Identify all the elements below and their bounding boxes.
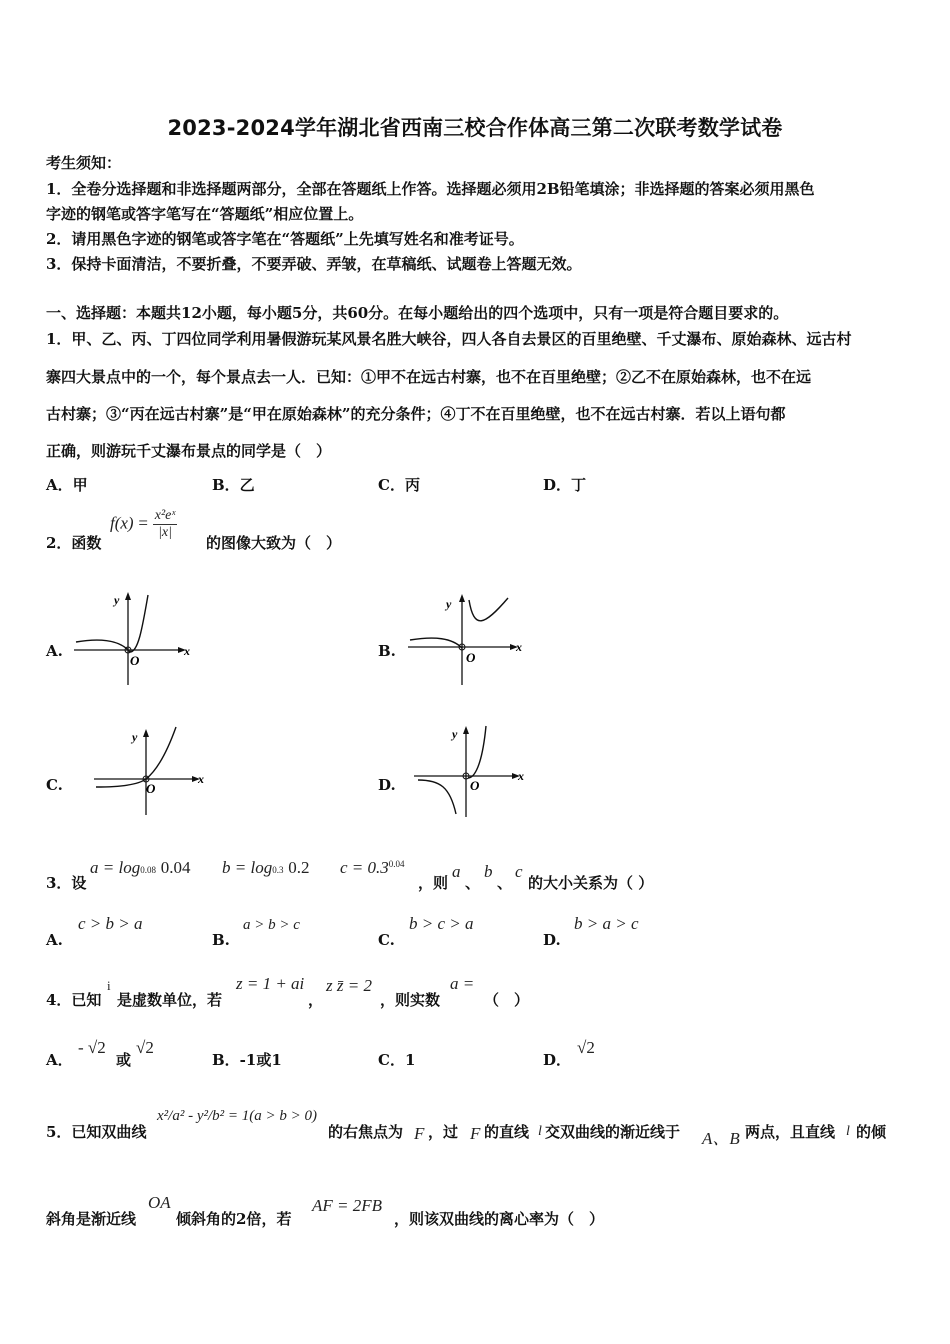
axis-y-label: y	[114, 593, 120, 607]
q3-var-a: a	[452, 862, 461, 881]
question-5-prefix: 5．已知双曲线	[46, 1123, 147, 1141]
q1-option-c[interactable]: C．丙	[378, 476, 420, 494]
graph-b	[400, 590, 530, 690]
axis-y-label: y	[446, 597, 452, 611]
q3-option-a-expr: c > b > a	[78, 914, 143, 933]
q4-option-a-expr: - √2	[78, 1038, 106, 1057]
q2-option-d[interactable]: D.	[378, 776, 396, 794]
q1-option-a[interactable]: A．甲	[46, 476, 88, 494]
q1-option-d[interactable]: D．丁	[543, 476, 587, 494]
q3-var-b: b	[484, 862, 493, 881]
q5-AB: A、B	[702, 1129, 740, 1148]
question-5-mid5: 两点，且直线	[745, 1123, 836, 1141]
q4-option-d[interactable]: D．	[543, 1051, 572, 1069]
origin-label: O	[466, 650, 476, 665]
axis-y-label: y	[452, 727, 458, 741]
q5-l: l	[538, 1124, 542, 1139]
q3-a-expr: a = log0.08 0.04	[90, 858, 191, 877]
section-heading: 一、选择题：本题共12小题，每小题5分，共60分。在每小题给出的四个选项中，只有一项是符合题目要求的。	[46, 304, 789, 322]
q3-sep: 、	[465, 874, 481, 892]
origin-label: O	[146, 781, 156, 796]
q5-F2: F	[470, 1124, 481, 1143]
q4-option-b[interactable]: B．-1或1	[212, 1051, 282, 1069]
graph-d	[410, 722, 540, 822]
axis-y-label: y	[132, 730, 138, 744]
notice-item: 字迹的钢笔或答字笔写在“答题纸”相应位置上。	[46, 205, 364, 223]
notice-item: 2．请用黑色字迹的钢笔或答字笔在“答题纸”上先填写姓名和准考证号。	[46, 230, 524, 248]
question-1-line: 古村寨；③“丙在远古村寨”是“甲在原始森林”的充分条件；④丁不在百里绝壁，也不在远古村寨．若以上语句都	[46, 405, 786, 423]
axis-x-label: x	[184, 644, 190, 658]
q5-hyperbola-eq: x²/a² - y²/b² = 1(a > b > 0)	[157, 1108, 317, 1124]
question-5-mid2: ，过	[428, 1123, 459, 1141]
q5-F: F	[414, 1124, 425, 1143]
graph-a	[70, 590, 200, 690]
q4-option-a[interactable]: A．	[46, 1051, 73, 1069]
q3-b-expr: b = log0.3 0.2	[222, 858, 310, 877]
q4-option-a-expr2: √2	[136, 1038, 154, 1057]
question-2-prefix: 2．函数	[46, 534, 102, 552]
question-5-mid6: 的倾	[856, 1123, 887, 1141]
question-1-line: 正确，则游玩千丈瀑布景点的同学是（ ）	[46, 442, 332, 460]
q1-option-b[interactable]: B．乙	[212, 476, 255, 494]
q5-l2: l	[846, 1124, 850, 1139]
question-5-mid4: 交双曲线的渐近线于	[545, 1123, 681, 1141]
axis-x-label: x	[516, 640, 522, 654]
q2-function: f(x) = $\frac{\text{x²eˣ}}{|x|}$	[110, 508, 176, 540]
question-1-line: 1．甲、乙、丙、丁四位同学利用暑假游玩某风景名胜大峡谷，四人各自去景区的百里绝壁、千丈瀑布、原始森林、远古村	[46, 330, 852, 348]
origin-label: O	[470, 778, 480, 793]
q4-sep: ，	[308, 991, 324, 1009]
question-3-prefix: 3．设	[46, 874, 87, 892]
question-4-mid: 是虚数单位，若	[117, 991, 223, 1009]
q3-option-d-expr: b > a > c	[574, 914, 639, 933]
question-4-suffix: （ ）	[484, 991, 530, 1009]
q3-option-b-expr: a > b > c	[243, 917, 300, 933]
question-5-mid1: 的右焦点为	[328, 1123, 404, 1141]
q3-var-c: c	[515, 862, 523, 881]
q2-option-a[interactable]: A.	[46, 642, 63, 660]
q3-option-b[interactable]: B.	[212, 931, 230, 949]
question-5-mid3: 的直线	[484, 1123, 530, 1141]
graph-c	[90, 725, 220, 820]
q5-OA: OA	[148, 1193, 171, 1212]
q2-option-c[interactable]: C.	[46, 776, 63, 794]
axis-x-label: x	[518, 769, 524, 783]
q4-z-eq: z = 1 + ai	[236, 974, 305, 993]
question-3-then: ，则	[418, 874, 449, 892]
question-5-line2a: 斜角是渐近线	[46, 1210, 137, 1228]
q4-option-c[interactable]: C．1	[378, 1051, 416, 1069]
question-5-line2b: 倾斜角的2倍，若	[176, 1210, 292, 1228]
question-2-suffix: 的图像大致为（ ）	[206, 534, 342, 552]
notice-item: 3．保持卡面清洁，不要折叠，不要弄破、弄皱，在草稿纸、试题卷上答题无效。	[46, 255, 582, 273]
axis-x-label: x	[198, 772, 204, 786]
question-4-then: ，则实数	[380, 991, 441, 1009]
question-5-line2c: ，则该双曲线的离心率为（ ）	[394, 1210, 605, 1228]
question-4-prefix: 4．已知	[46, 991, 102, 1009]
notice-heading: 考生须知：	[46, 154, 122, 172]
q3-sep: 、	[497, 874, 513, 892]
q3-option-a[interactable]: A.	[46, 931, 63, 949]
q3-c-expr: $c = 0.3^{0.04}$	[340, 858, 405, 877]
q4-option-a-or: 或	[116, 1051, 132, 1069]
q4-a-eq: a =	[450, 974, 475, 993]
question-3-suffix: 的大小关系为（ ）	[528, 874, 654, 892]
q5-af-eq: AF = 2FB	[312, 1196, 383, 1215]
q4-i: i	[107, 978, 111, 993]
question-1-line: 寨四大景点中的一个，每个景点去一人．已知：①甲不在远古村寨，也不在百里绝壁；②乙不在原始森林，也不在远	[46, 368, 812, 386]
q3-option-c[interactable]: C.	[378, 931, 395, 949]
q3-option-c-expr: b > c > a	[409, 914, 474, 933]
notice-item: 1．全卷分选择题和非选择题两部分，全部在答题纸上作答。选择题必须用2B铅笔填涂；非选择题的答案必须用黑色	[46, 180, 815, 198]
q3-option-d[interactable]: D.	[543, 931, 561, 949]
page-title: 2023-2024学年湖北省西南三校合作体高三第二次联考数学试卷	[167, 116, 783, 140]
q4-zz-eq: z z̄ = 2	[326, 976, 372, 995]
q2-option-b[interactable]: B.	[378, 642, 396, 660]
origin-label: O	[130, 653, 140, 668]
q4-option-d-expr: √2	[577, 1038, 595, 1057]
